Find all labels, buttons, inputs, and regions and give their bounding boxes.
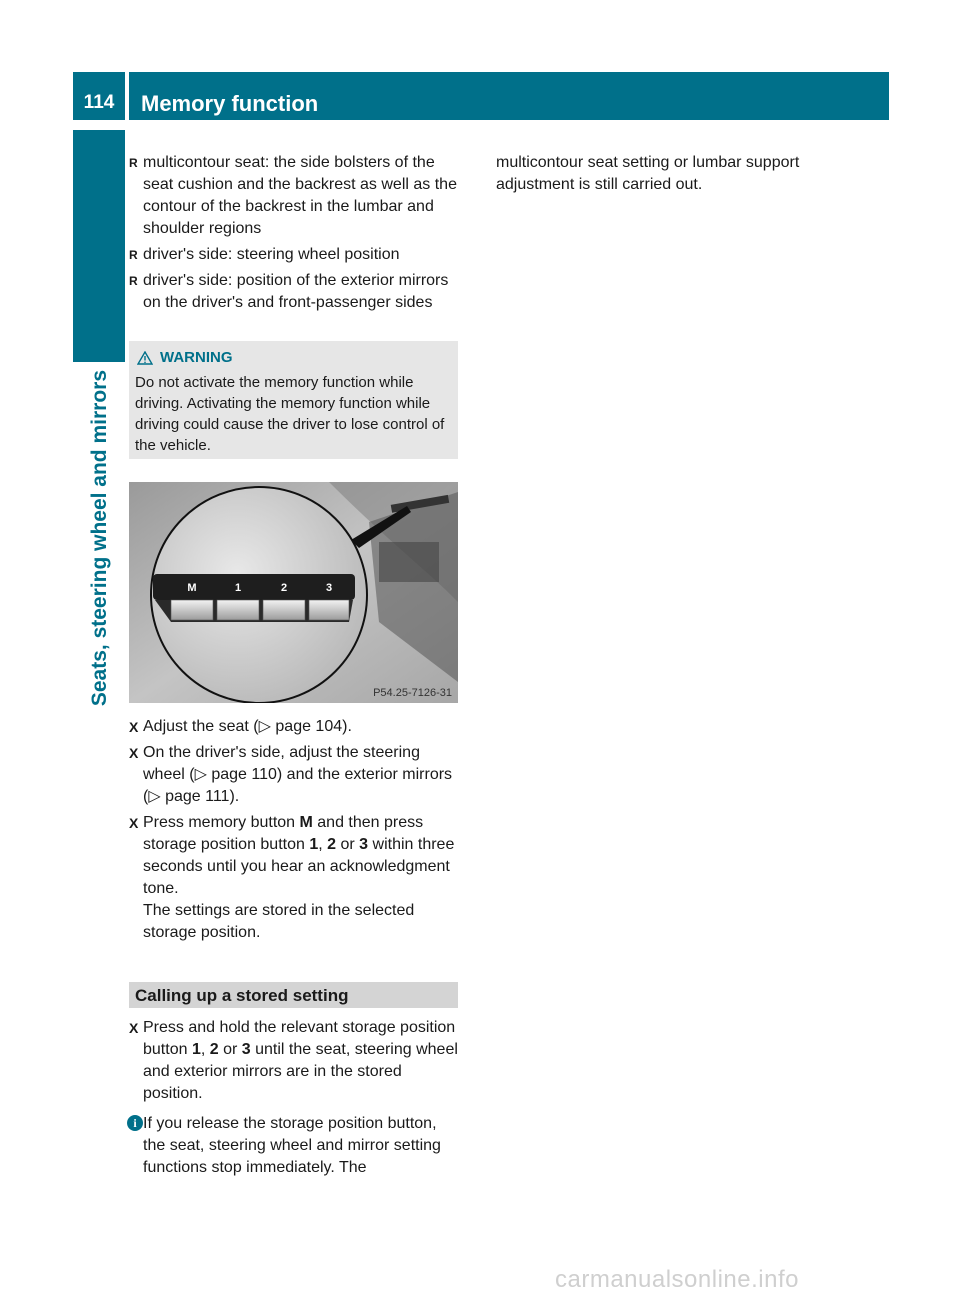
button-label-2: 2 (280, 582, 288, 594)
steps-list (129, 716, 461, 948)
button-label-m: M (187, 582, 197, 594)
step-item: X On the driver's side, adjust the steering wheel (▷ page 110) and the exterior mirrors (▷ page 111). (129, 744, 453, 805)
step-item: X Press memory button M and then press storage position button 1, 2 or 3 within three seconds until you hear an acknowledgment tone. The settings are stored in the selected storage position. (129, 814, 455, 941)
step-result: The settings are stored in the selected storage position. (143, 902, 415, 941)
section-tab (73, 130, 125, 362)
steps-list-2 (129, 1017, 461, 1179)
button-label-3: 3 (325, 582, 333, 594)
ref-arrow-icon: ▷ (194, 766, 207, 783)
section-label: Seats, steering wheel and mirrors (88, 370, 111, 707)
page-title: Memory function (129, 72, 889, 120)
bullet-mark: R (129, 156, 138, 170)
step-mark: X (129, 745, 139, 761)
step-item: X Adjust the seat (▷ page 104). (129, 716, 461, 738)
memory-buttons-photo (129, 482, 458, 703)
page-number: 114 (73, 72, 125, 120)
figure-code: P54.25-7126-31 (373, 687, 452, 699)
list-item: R driver's side: steering wheel position (129, 244, 461, 266)
warning-box (129, 341, 458, 459)
button-label-1: 1 (234, 582, 242, 594)
watermark: carmanualsonline.info (555, 1266, 799, 1293)
step-item: X Press and hold the relevant storage position button 1, 2 or 3 until the seat, steering wheel and exterior mirrors are in the stored position. (129, 1019, 458, 1102)
step-mark: X (129, 719, 139, 735)
left-column (129, 152, 461, 318)
step-mark: X (129, 1020, 139, 1036)
ref-arrow-icon: ▷ (148, 788, 161, 805)
warning-heading: WARNING (137, 347, 452, 368)
ref-arrow-icon: ▷ (258, 718, 271, 735)
step-mark: X (129, 815, 139, 831)
right-column (496, 152, 816, 196)
list-item: R driver's side: position of the exterior mirrors on the driver's and front-passenger sides (129, 272, 449, 311)
bullet-mark: R (129, 248, 138, 262)
continued-text: multicontour seat setting or lumbar support adjustment is still carried out. (496, 154, 800, 193)
warning-text: Do not activate the memory function while driving. Activating the memory function while driving could cause the driver to lose control of the vehicle. (135, 374, 445, 454)
info-note: i If you release the storage position button, the seat, steering wheel and mirror setting functions stop immediately. The (129, 1113, 461, 1179)
section-subheading: Calling up a stored setting (129, 982, 458, 1008)
info-icon: i (127, 1115, 143, 1131)
door-panel-image (129, 482, 458, 703)
warning-icon (137, 351, 153, 365)
bullet-mark: R (129, 274, 138, 288)
list-item: R multicontour seat: the side bolsters of the seat cushion and the backrest as well as the contour of the backrest in the lumbar and shoulder regions (129, 154, 457, 237)
